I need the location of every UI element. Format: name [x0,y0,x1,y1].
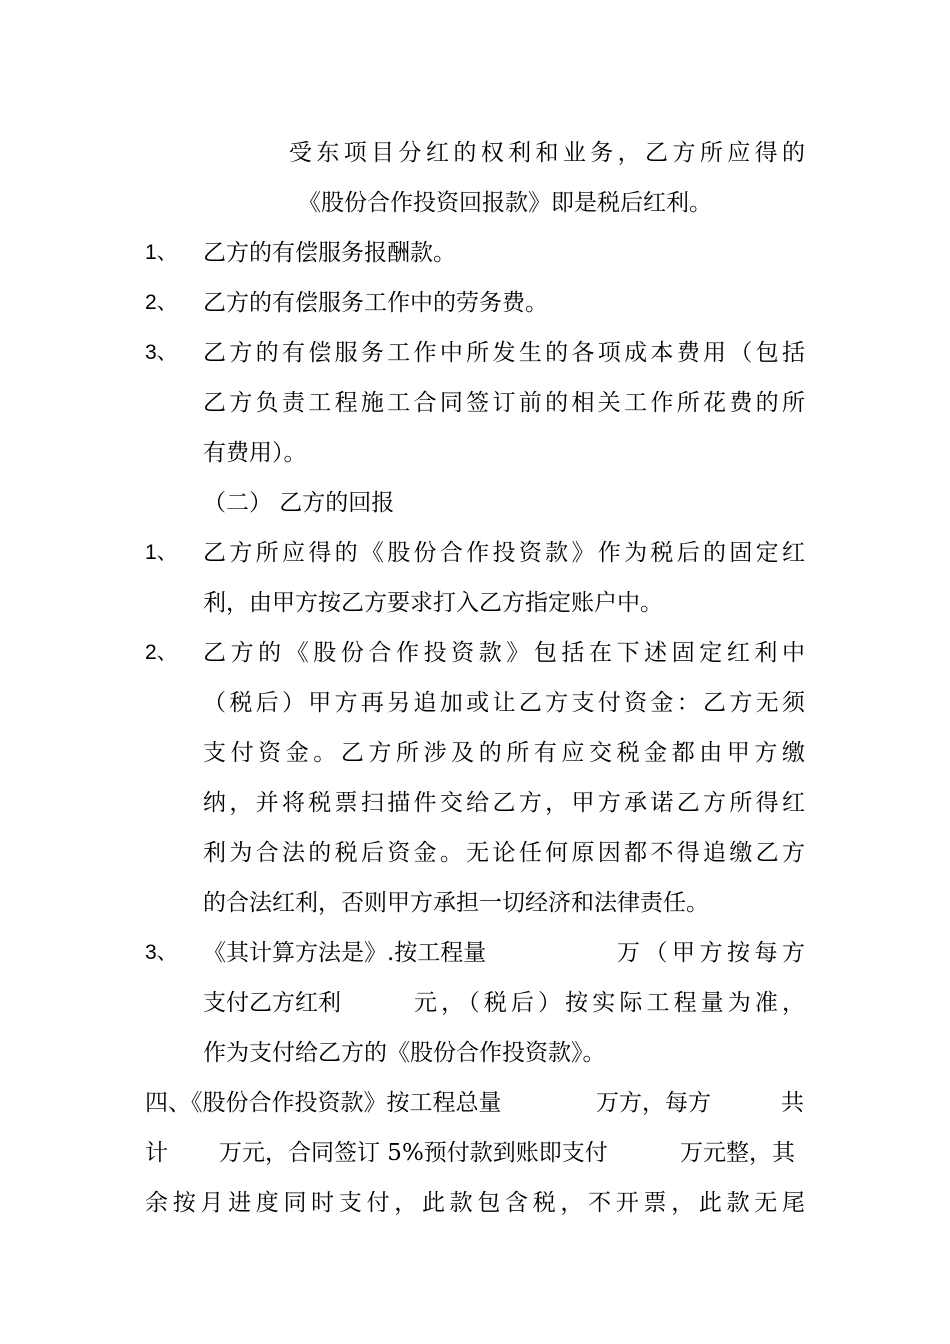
list-b-number-3: 3、 [145,941,178,964]
list-b-item-3-line-1a: 《其计算方法是》.按工程量 [203,940,487,966]
section-two-heading: （二） 乙方的回报 [203,490,395,516]
intro-line-2: 《股份合作投资回报款》即是税后红利。 [298,190,712,216]
list-b-item-2-line-5: 利为合法的税后资金。无论任何原因都不得追缴乙方 [203,840,805,866]
list-b-item-2-line-6: 的合法红利，否则甲方承担一切经济和法律责任。 [203,890,709,916]
list-b-item-3-line-1b: 万（甲方按每方 [617,940,805,966]
list-a-number-3: 3、 [145,341,178,364]
list-a-item-3-line-1: 乙方的有偿服务工作中所发生的各项成本费用（包括 [203,340,805,366]
list-b-number-2: 2、 [145,641,178,664]
list-a-item-3-line-2: 乙方负责工程施工合同签订前的相关工作所花费的所 [203,390,805,416]
list-b-item-3-line-2a: 支付乙方红利 [203,990,341,1016]
list-b-item-2-line-2: （税后）甲方再另追加或让乙方支付资金：乙方无须 [203,690,805,716]
intro-line-1: 受东项目分红的权利和业务，乙方所应得的 [289,140,805,166]
section-four-line-3: 余按月进度同时支付，此款包含税，不开票，此款无尾 [145,1190,805,1216]
list-b-item-2-line-3: 支付资金。乙方所涉及的所有应交税金都由甲方缴 [203,740,805,766]
list-a-item-1-line-1: 乙方的有偿服务报酬款。 [203,240,456,266]
list-a-item-2-line-1: 乙方的有偿服务工作中的劳务费。 [203,290,548,316]
section-four-line-2b: 万元，合同签订 5%预付款到账即支付 [219,1140,608,1166]
list-b-item-1-line-2: 利，由甲方按乙方要求打入乙方指定账户中。 [203,590,663,616]
section-four-line-2c: 万元整，其 [680,1140,795,1166]
section-four-line-1b: 万方，每方 [596,1090,711,1116]
list-b-item-2-line-4: 纳，并将税票扫描件交给乙方，甲方承诺乙方所得红 [203,790,805,816]
list-a-number-2: 2、 [145,291,178,314]
list-a-item-3-line-3: 有费用）。 [203,440,307,466]
section-four-line-1a: 四、《股份合作投资款》按工程总量 [145,1090,502,1116]
list-b-number-1: 1、 [145,541,178,564]
list-b-item-2-line-1: 乙方的《股份合作投资款》包括在下述固定红利中 [203,640,805,666]
list-b-item-1-line-1: 乙方所应得的《股份合作投资款》作为税后的固定红 [203,540,805,566]
list-b-item-3-line-3: 作为支付给乙方的《股份合作投资款》。 [203,1040,606,1066]
section-four-line-2a: 计 [145,1140,168,1166]
list-a-number-1: 1、 [145,241,178,264]
section-four-line-1c: 共 [781,1090,804,1116]
list-b-item-3-line-2b: 元，（税后）按实际工程量为准， [414,990,805,1016]
